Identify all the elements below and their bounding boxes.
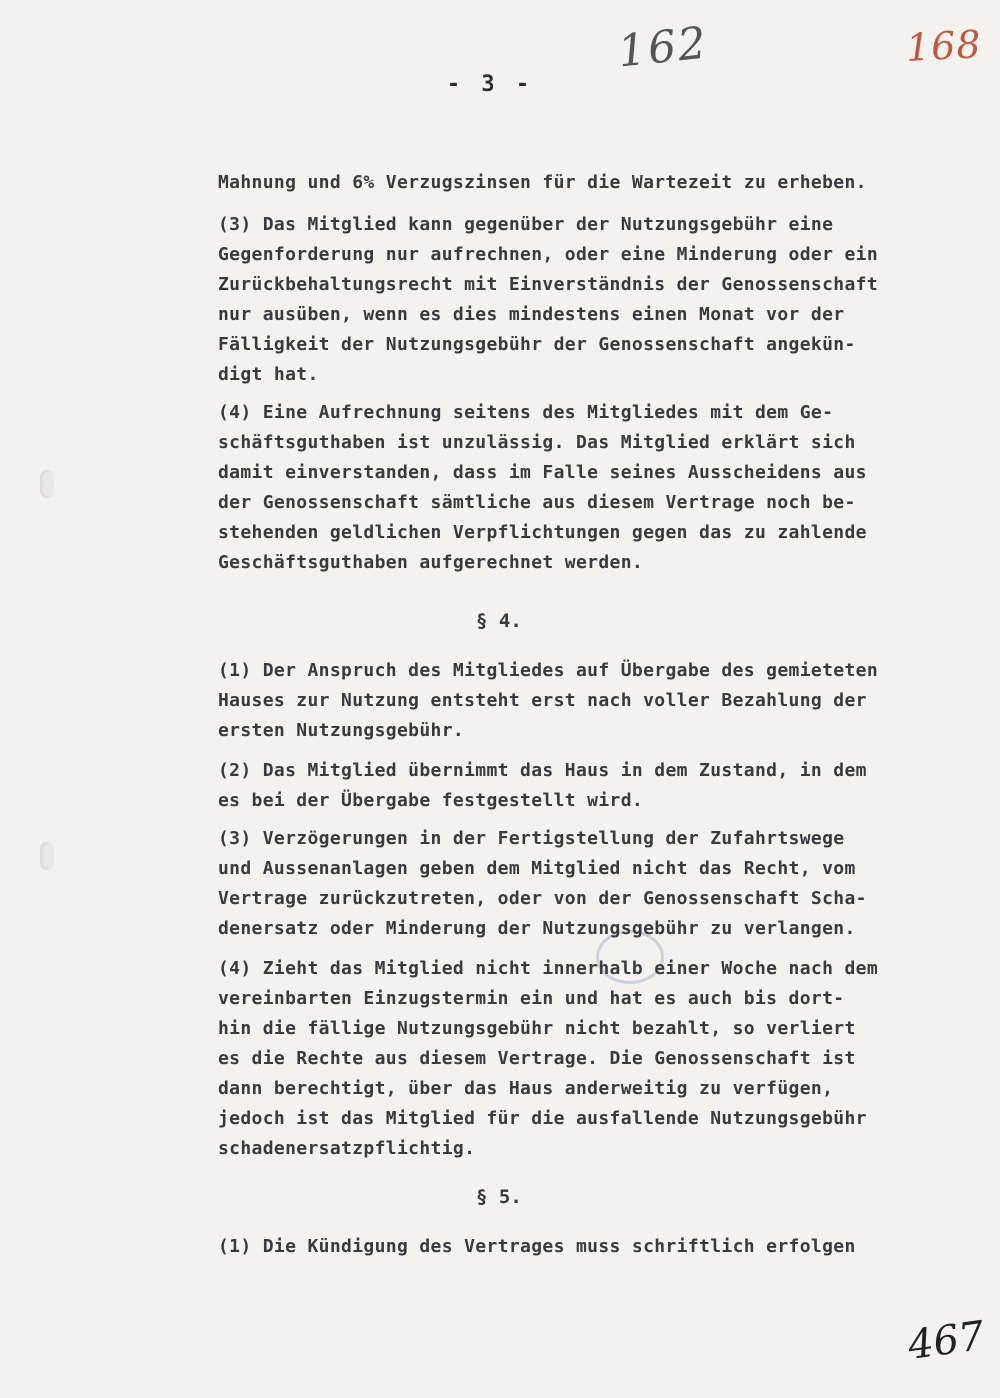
text-line: Gegenforderung nur aufrechnen, oder eine Minderung oder ein	[218, 244, 879, 265]
page-number: - 3 -	[446, 72, 534, 97]
text-line: Fälligkeit der Nutzungsgebühr der Genossenschaft angekün-	[218, 334, 856, 355]
text-line: nur ausüben, wenn es dies mindestens einen Monat vor der	[218, 304, 845, 325]
text-line: (4) Eine Aufrechnung seitens des Mitgliedes mit dem Ge-	[218, 402, 834, 423]
text-line: Geschäftsguthaben aufgerechnet werden.	[218, 552, 644, 573]
text-line: ersten Nutzungsgebühr.	[218, 720, 465, 741]
punch-hole	[40, 842, 54, 870]
text-line: Hauses zur Nutzung entsteht erst nach voller Bezahlung der	[218, 690, 867, 711]
text-line: Mahnung und 6% Verzugszinsen für die Wartezeit zu erheben.	[218, 172, 867, 193]
text-line: schäftsguthaben ist unzulässig. Das Mitglied erklärt sich	[218, 432, 856, 453]
text-line: Vertrage zurückzutreten, oder von der Genossenschaft Scha-	[218, 888, 867, 909]
text-line: (3) Verzögerungen in der Fertigstellung der Zufahrtswege	[218, 828, 845, 849]
text-line: hin die fällige Nutzungsgebühr nicht bezahlt, so verliert	[218, 1018, 856, 1039]
text-line: jedoch ist das Mitglied für die ausfallende Nutzungsgebühr	[218, 1108, 867, 1129]
handwritten-number-bottom: 467	[905, 1312, 988, 1370]
text-line: (1) Der Anspruch des Mitgliedes auf Übergabe des gemieteten	[218, 660, 879, 681]
text-line: (2) Das Mitglied übernimmt das Haus in dem Zustand, in dem	[218, 760, 867, 781]
text-line: digt hat.	[218, 364, 319, 385]
punch-hole	[40, 470, 54, 498]
text-line: schadenersatzpflichtig.	[218, 1138, 476, 1159]
text-line: und Aussenanlagen geben dem Mitglied nicht das Recht, vom	[218, 858, 856, 879]
text-line: der Genossenschaft sämtliche aus diesem Vertrage noch be-	[218, 492, 856, 513]
text-line: es die Rechte aus diesem Vertrage. Die Genossenschaft ist	[218, 1048, 856, 1069]
pencil-page-annotation: 162	[615, 17, 711, 78]
text-line: es bei der Übergabe festgestellt wird.	[218, 790, 644, 811]
text-line: (1) Die Kündigung des Vertrages muss schriftlich erfolgen	[218, 1236, 856, 1257]
text-line: Zurückbehaltungsrecht mit Einverständnis der Genossenschaft	[218, 274, 879, 295]
text-line: (4) Zieht das Mitglied nicht innerhalb einer Woche nach dem	[218, 958, 879, 979]
text-line: damit einverstanden, dass im Falle seines Ausscheidens aus	[218, 462, 867, 483]
text-line: vereinbarten Einzugstermin ein und hat es auch bis dort-	[218, 988, 845, 1009]
section-heading: § 4.	[476, 610, 522, 632]
text-line: dann berechtigt, über das Haus anderweitig zu verfügen,	[218, 1078, 834, 1099]
section-heading: § 5.	[476, 1186, 522, 1208]
text-line: stehenden geldlichen Verpflichtungen gegen das zu zahlende	[218, 522, 867, 543]
text-line: (3) Das Mitglied kann gegenüber der Nutzungsgebühr eine	[218, 214, 834, 235]
text-line: denersatz oder Minderung der Nutzungsgebühr zu verlangen.	[218, 918, 856, 939]
red-page-annotation: 168	[904, 22, 983, 70]
